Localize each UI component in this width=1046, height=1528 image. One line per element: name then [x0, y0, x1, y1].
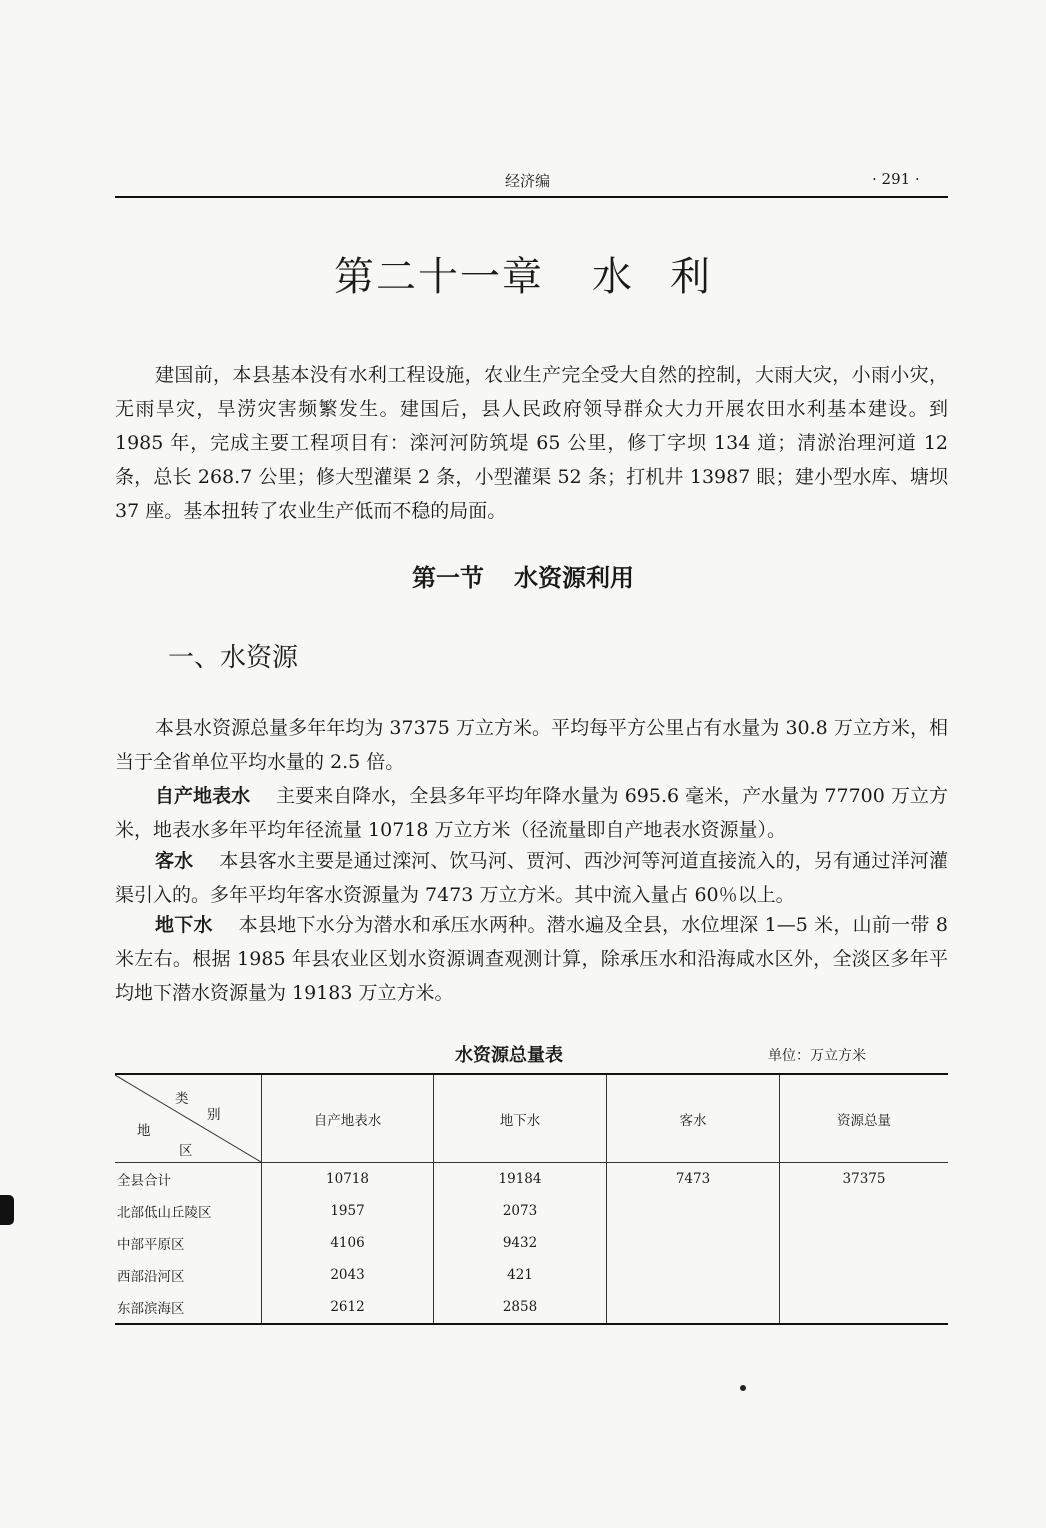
surface-cell: 2043	[262, 1259, 434, 1291]
page-number: · 291 ·	[872, 170, 920, 188]
subsection-heading: 一、水资源	[168, 643, 299, 673]
total-cell	[780, 1227, 949, 1259]
region-cell: 中部平原区	[117, 1237, 185, 1253]
ground-cell: 9432	[434, 1227, 607, 1259]
surface-cell: 1957	[262, 1195, 434, 1227]
table-title: 水资源总量表	[455, 1045, 563, 1066]
guest-cell: 7473	[607, 1163, 780, 1196]
corner-header-cell	[115, 1074, 262, 1163]
guest-cell	[607, 1195, 780, 1227]
section-title: 水资源利用	[514, 564, 634, 592]
table-row	[115, 1227, 948, 1259]
chapter-title-char-2: 利	[670, 254, 712, 300]
col-header-surface: 自产地表水	[262, 1074, 434, 1163]
ground-cell: 421	[434, 1259, 607, 1291]
table-row	[115, 1291, 948, 1324]
table-unit: 单位：万立方米	[768, 1048, 866, 1064]
corner-row-label: 地	[137, 1123, 151, 1139]
table-row	[115, 1259, 948, 1291]
region-cell: 西部沿河区	[117, 1269, 185, 1285]
guest-cell	[607, 1259, 780, 1291]
surface-water-text: 主要来自降水，全县多年平均年降水量为 695.6 毫米，产水量为 77700 万立方米，地表水多年平均年径流量 10718 万立方米（径流量即自产地表水资源量）。	[115, 785, 948, 841]
corner-col-label: 类	[175, 1091, 189, 1107]
ground-cell: 2858	[434, 1291, 607, 1324]
chapter-heading	[0, 245, 1046, 302]
header-rule	[115, 196, 948, 198]
region-cell: 北部低山丘陵区	[117, 1205, 212, 1221]
water-resources-table	[115, 1073, 948, 1325]
total-cell	[780, 1291, 949, 1324]
total-cell: 37375	[780, 1163, 949, 1196]
total-cell	[780, 1259, 949, 1291]
ground-cell: 19184	[434, 1163, 607, 1196]
guest-water-text: 本县客水主要是通过滦河、饮马河、贾河、西沙河等河道直接流入的，另有通过洋河灌渠引入的。多年平均年客水资源量为 7473 万立方米。其中流入量占 60％以上。	[115, 850, 948, 906]
surface-cell: 2612	[262, 1291, 434, 1324]
chapter-number: 第二十一章	[334, 254, 544, 300]
groundwater-text: 本县地下水分为潜水和承压水两种。潜水遍及全县，水位埋深 1—5 米，山前一带 8 米左右。根据 1985 年县农业区划水资源调查观测计算，除承压水和沿海咸水区外，全淡区多年平均地下潜水资源量为 19183 万立方米。	[115, 914, 948, 1004]
region-cell: 东部滨海区	[117, 1301, 185, 1317]
paragraph-surface-water	[115, 779, 948, 847]
paragraph-groundwater	[115, 908, 948, 1010]
corner-row-label-2: 区	[179, 1143, 193, 1159]
paragraph-total-resources: 本县水资源总量多年年均为 37375 万立方米。平均每平方公里占有水量为 30.8 万立方米，相当于全省单位平均水量的 2.5 倍。	[115, 717, 948, 773]
paragraph-guest-water	[115, 844, 948, 912]
section-number: 第一节	[412, 564, 484, 592]
scan-speck	[740, 1385, 746, 1391]
term-surface-water: 自产地表水	[155, 785, 251, 807]
guest-cell	[607, 1291, 780, 1324]
total-cell	[780, 1195, 949, 1227]
binding-tab-marker	[0, 1195, 14, 1225]
guest-cell	[607, 1227, 780, 1259]
col-header-guest: 客水	[607, 1074, 780, 1163]
section-heading	[0, 558, 1046, 593]
chapter-title-char-1: 水	[592, 254, 634, 300]
ground-cell: 2073	[434, 1195, 607, 1227]
col-header-ground: 地下水	[434, 1074, 607, 1163]
table-row	[115, 1195, 948, 1227]
term-guest-water: 客水	[155, 850, 194, 872]
region-cell: 全县合计	[117, 1173, 171, 1189]
table-row	[115, 1163, 948, 1196]
surface-cell: 4106	[262, 1227, 434, 1259]
term-groundwater: 地下水	[155, 914, 213, 936]
running-header-section: 经济编	[505, 172, 551, 190]
intro-paragraph: 建国前，本县基本没有水利工程设施，农业生产完全受大自然的控制，大雨大灾，小雨小灾，无雨旱灾，旱涝灾害频繁发生。建国后，县人民政府领导群众大力开展农田水利基本建设。到 1985 年，完成主要工程项目有：滦河河防筑堤 65 公里，修丁字坝 134 道；清淤治理河道 12 条，总长 268.7 公里；修大型灌渠 2 条，小型灌渠 52 条；打机井 13987 眼；建小型水库、塘坝 37 座。基本扭转了农业生产低而不稳的局面。	[115, 364, 948, 522]
col-header-total: 资源总量	[780, 1074, 949, 1163]
corner-col-label-2: 别	[207, 1107, 221, 1123]
surface-cell: 10718	[262, 1163, 434, 1196]
